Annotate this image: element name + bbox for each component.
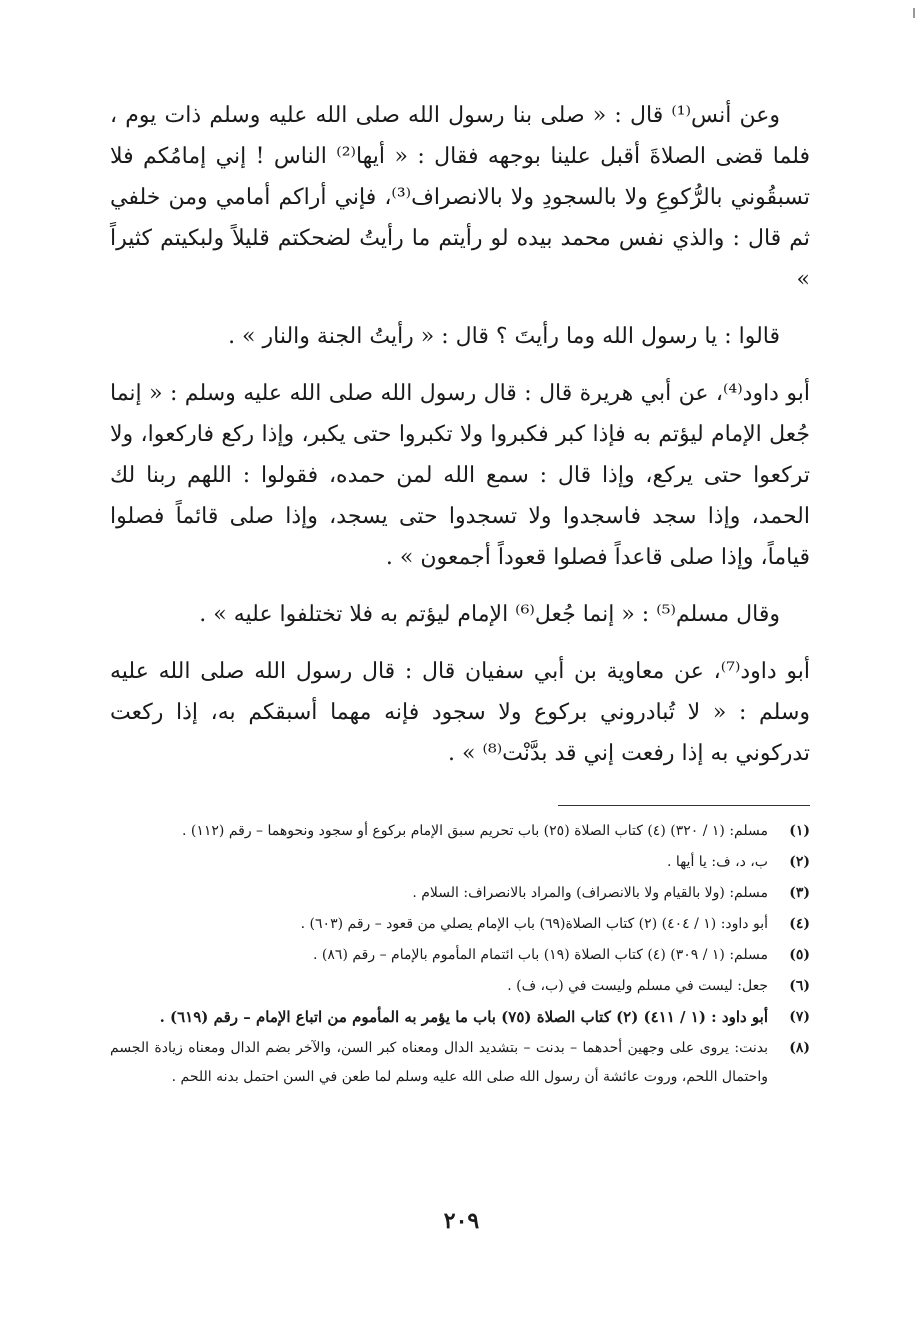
footnote-number: (٦)	[789, 978, 810, 994]
footnote-number: (٥)	[789, 947, 810, 963]
text-line: وسلم : « لا تُبادروني بركوع ولا سجود فإنه مهما أسبقكم به، إذا ركعت	[110, 700, 810, 725]
text-line: تسبقُوني بالرُّكوعِ ولا بالسجودِ ولا بالانصراف⁽³⁾، فإني أراكم أمامي ومن	[168, 185, 810, 210]
footnote-item	[110, 910, 810, 939]
paragraph-qalu	[110, 316, 810, 357]
footnote-text: مسلم: (١ / ٣٠٩) (٤) كتاب الصلاة (١٩) باب ائتمام المأموم بالإمام – رقم (٨٦) .	[313, 947, 768, 963]
footnote-number: (٤)	[789, 916, 810, 932]
text-line: تدركوني به إذا رفعت إني قد بدَّنْت⁽⁸⁾ » .	[448, 741, 810, 766]
footnote-item	[110, 1034, 810, 1092]
footnote-number: (١)	[789, 823, 810, 839]
footnote-item	[110, 972, 810, 1001]
footnote-number: (٢)	[789, 854, 810, 870]
footnote-text: جعل: ليست في مسلم وليست في (ب، ف) .	[507, 978, 768, 994]
paragraph-abu-dawud-1	[110, 373, 810, 578]
text-line: فلما قضى الصلاةَ أقبل علينا بوجهه فقال : « أيها⁽²⁾ الناس ! إني إمامُكم فلا	[110, 144, 810, 169]
text-line: قالوا : يا رسول الله وما رأيتَ ؟ قال : « رأيتُ الجنة والنار » .	[228, 324, 780, 349]
footnote-number: (٨)	[789, 1040, 810, 1056]
paragraph-muslim	[110, 594, 810, 635]
footnote-text: أبو داود: (١ / ٤٠٤) (٢) كتاب الصلاة(٦٩) باب الإمام يصلي من قعود – رقم (٦٠٣) .	[300, 916, 768, 932]
footnote-item	[110, 941, 810, 970]
text-line: وعن أنس⁽¹⁾ قال : « صلى بنا رسول الله صلى الله عليه وسلم ذات يوم ،	[110, 103, 780, 128]
paragraph-abu-dawud-2	[110, 651, 810, 774]
text-line: وقال مسلم⁽⁵⁾ : « إنما جُعل⁽⁶⁾ الإمام ليؤتم به فلا تختلفوا عليه » .	[199, 602, 780, 627]
text-line: ربنا لك الحمد، وإذا سجد فاسجدوا ولا تسجدوا حتى يسجد، وإذا صلى قائماً	[110, 463, 810, 529]
text-line: كثيراً »	[110, 226, 810, 292]
text-line: أبو داود⁽⁴⁾، عن أبي هريرة قال : قال رسول الله صلى الله عليه وسلم :	[169, 381, 810, 406]
page-number: ٢٠٩	[443, 1208, 480, 1234]
footnote-number: (٧)	[789, 1009, 810, 1025]
scan-mark	[913, 8, 915, 18]
paragraph-anas	[110, 95, 810, 300]
footnote-item	[110, 817, 810, 846]
footnote-text: مسلم: (١ / ٣٢٠) (٤) كتاب الصلاة (٢٥) باب تحريم سبق الإمام بركوع أو سجود ونحوهما – رقم (١١٢) .	[181, 823, 768, 839]
text-line: فاركعوا، ولا تركعوا حتى يركع، وإذا قال : سمع الله لمن حمده، فقولوا : اللهم	[110, 422, 811, 488]
text-line: فصلوا قياماً، وإذا صلى قاعداً فصلوا قعوداً أجمعون » .	[110, 504, 810, 570]
footnote-separator	[558, 805, 810, 806]
text-line: « إنما جُعل الإمام ليؤتم به فإذا كبر فكبروا ولا تكبروا حتى يكبر، وإذا ركع	[110, 381, 810, 447]
footnote-item	[110, 879, 810, 908]
text-line: أبو داود⁽⁷⁾، عن معاوية بن أبي سفيان قال : قال رسول الله صلى الله عليه	[110, 659, 811, 684]
footnote-item	[110, 1003, 810, 1032]
footnote-text: مسلم: (ولا بالقيام ولا بالانصراف) والمراد بالانصراف: السلام .	[412, 885, 768, 901]
main-text	[110, 95, 810, 774]
text-line: خلفي ثم قال : والذي نفس محمد بيده لو رأيتم ما رأيتُ لضحكتم قليلاً ولبكيتم	[110, 185, 810, 251]
footnote-text: بدنت: يروى على وجهين أحدهما – بدنت – بتشديد الدال ومعناه كبر السن، والآخر بضم الدال ومعناه زيادة الجسم واحتمال اللحم، وروت عائشة أن رسول الله صلى الله عليه وسلم لما طعن في السن احتمل بدنه اللحم .	[110, 1040, 768, 1085]
footnote-text: ب، د، ف: يا أيها .	[666, 854, 768, 870]
footnote-text: أبو داود : (١ / ٤١١) (٢) كتاب الصلاة (٧٥) باب ما يؤمر به المأموم من اتباع الإمام – رقم (٦١٩) .	[159, 1008, 768, 1026]
footnote-item	[110, 848, 810, 877]
footnote-number: (٣)	[789, 885, 810, 901]
footnotes	[110, 817, 810, 1094]
